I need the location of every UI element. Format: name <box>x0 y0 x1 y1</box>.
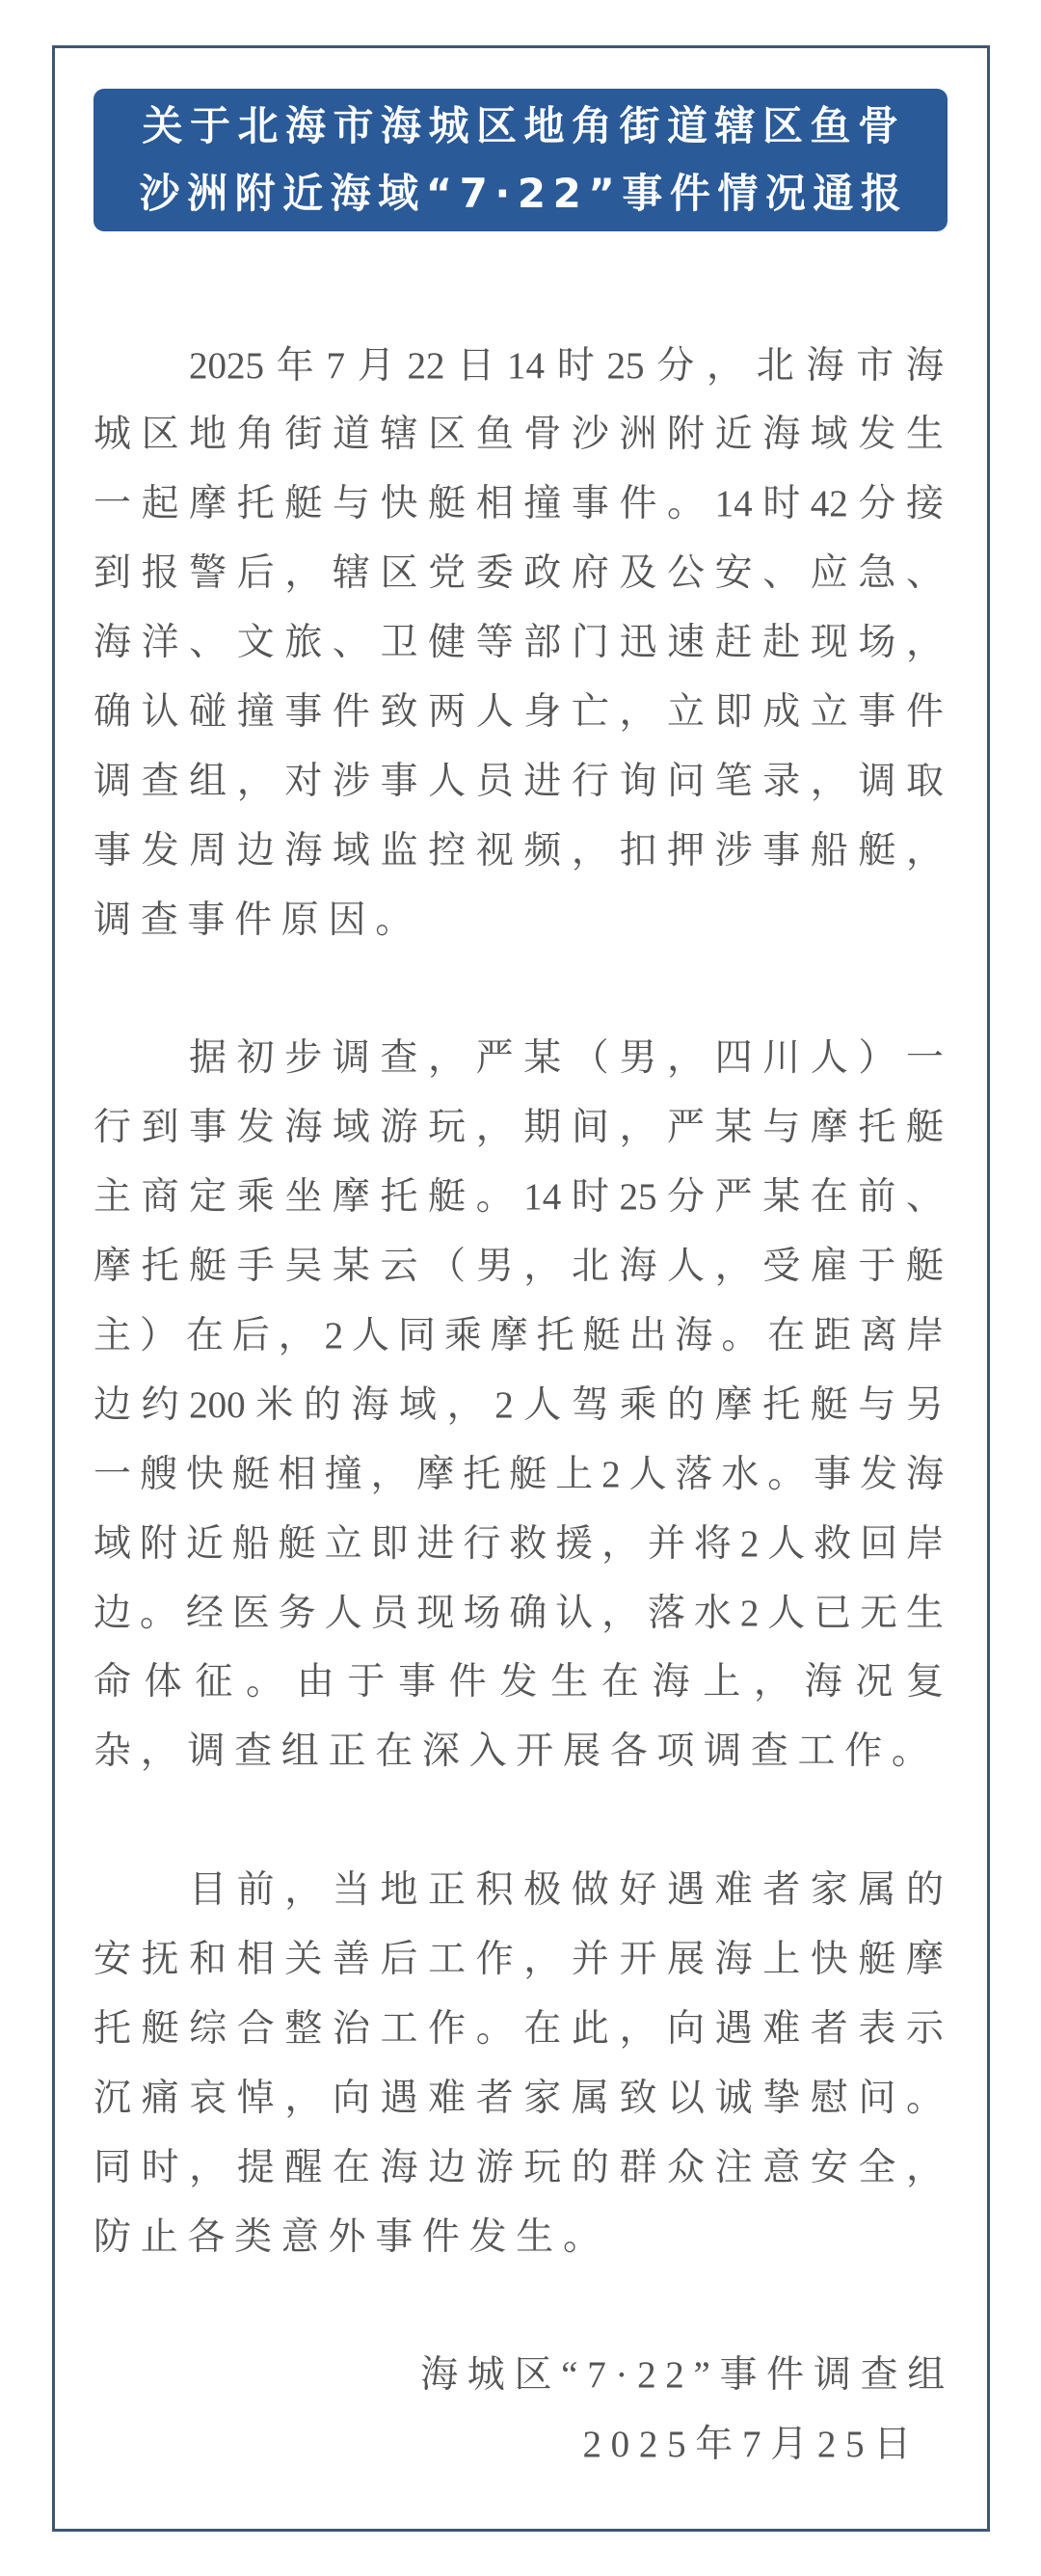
paragraph-line: 一艘快艇相撞，摩托艇上2人落水。事发海 <box>93 1453 944 1495</box>
paragraph-line: 海洋、文旅、卫健等部门迅速赶赴现场， <box>93 622 944 664</box>
paragraph-line: 杂，调查组正在深入开展各项调查工作。 <box>93 1731 939 1773</box>
signature-issuer: 海城区“7·22”事件调查组 <box>420 2354 954 2397</box>
paragraph-incident-report <box>93 332 944 955</box>
paragraph-line: 边约200米的海域，2人驾乘的摩托艇与另 <box>93 1383 944 1426</box>
paragraph-line: 调查事件原因。 <box>93 899 422 941</box>
paragraph-line: 边。经医务人员现场确认，落水2人已无生 <box>93 1592 944 1634</box>
paragraph-line: 一起摩托艇与快艇相撞事件。14时42分接 <box>93 483 944 525</box>
paragraph-line: 主商定乘坐摩托艇。14时25分严某在前、 <box>93 1176 944 1219</box>
title-line-1: 关于北海市海城区地角街道辖区鱼骨 <box>142 102 906 149</box>
paragraph-line: 事发周边海域监控视频，扣押涉事船艇， <box>93 829 944 872</box>
paragraph-preliminary-investigation <box>93 1024 944 1786</box>
title-line-2: 沙洲附近海域“7·22”事件情况通报 <box>139 170 909 217</box>
paragraph-line: 2025年7月22日14时25分，北海市海 <box>189 344 944 387</box>
paragraph-line: 主）在后，2人同乘摩托艇出海。在距离岸 <box>93 1314 944 1356</box>
paragraph-line: 同时，提醒在海边游玩的群众注意安全， <box>93 2146 944 2188</box>
paragraph-spacer <box>93 1786 944 1856</box>
paragraph-line: 摩托艇手吴某云（男，北海人，受雇于艇 <box>93 1246 944 1288</box>
paragraph-line: 行到事发海域游玩，期间，严某与摩托艇 <box>93 1107 944 1149</box>
paragraph-line: 城区地角街道辖区鱼骨沙洲附近海域发生 <box>93 414 944 456</box>
notice-body <box>93 332 954 2481</box>
notice-title-banner <box>93 89 948 231</box>
paragraph-line: 到报警后，辖区党委政府及公安、应急、 <box>93 552 944 595</box>
paragraph-line: 托艇综合整治工作。在此，向遇难者表示 <box>93 2007 944 2050</box>
paragraph-aftermath <box>93 1856 944 2271</box>
paragraph-spacer <box>93 2271 944 2341</box>
paragraph-line: 目前，当地正积极做好遇难者家属的 <box>189 1869 944 1912</box>
paragraph-line: 据初步调查，严某（男，四川人）一 <box>189 1037 944 1080</box>
paragraph-line: 安抚和相关善后工作，并开展海上快艇摩 <box>93 1938 944 1980</box>
paragraph-line: 命体征。由于事件发生在海上，海况复 <box>93 1661 944 1704</box>
paragraph-spacer <box>93 955 944 1025</box>
paragraph-line: 调查组，对涉事人员进行询问笔录，调取 <box>93 760 944 802</box>
paragraph-line: 防止各类意外事件发生。 <box>93 2215 610 2258</box>
signature-date: 2025年7月25日 <box>582 2424 921 2466</box>
paragraph-line: 确认碰撞事件致两人身亡，立即成立事件 <box>93 690 944 733</box>
paragraph-line: 域附近船艇立即进行救援，并将2人救回岸 <box>93 1522 944 1565</box>
signature-block <box>93 2341 954 2480</box>
paragraph-line: 沉痛哀悼，向遇难者家属致以诚挚慰问。 <box>93 2077 944 2119</box>
